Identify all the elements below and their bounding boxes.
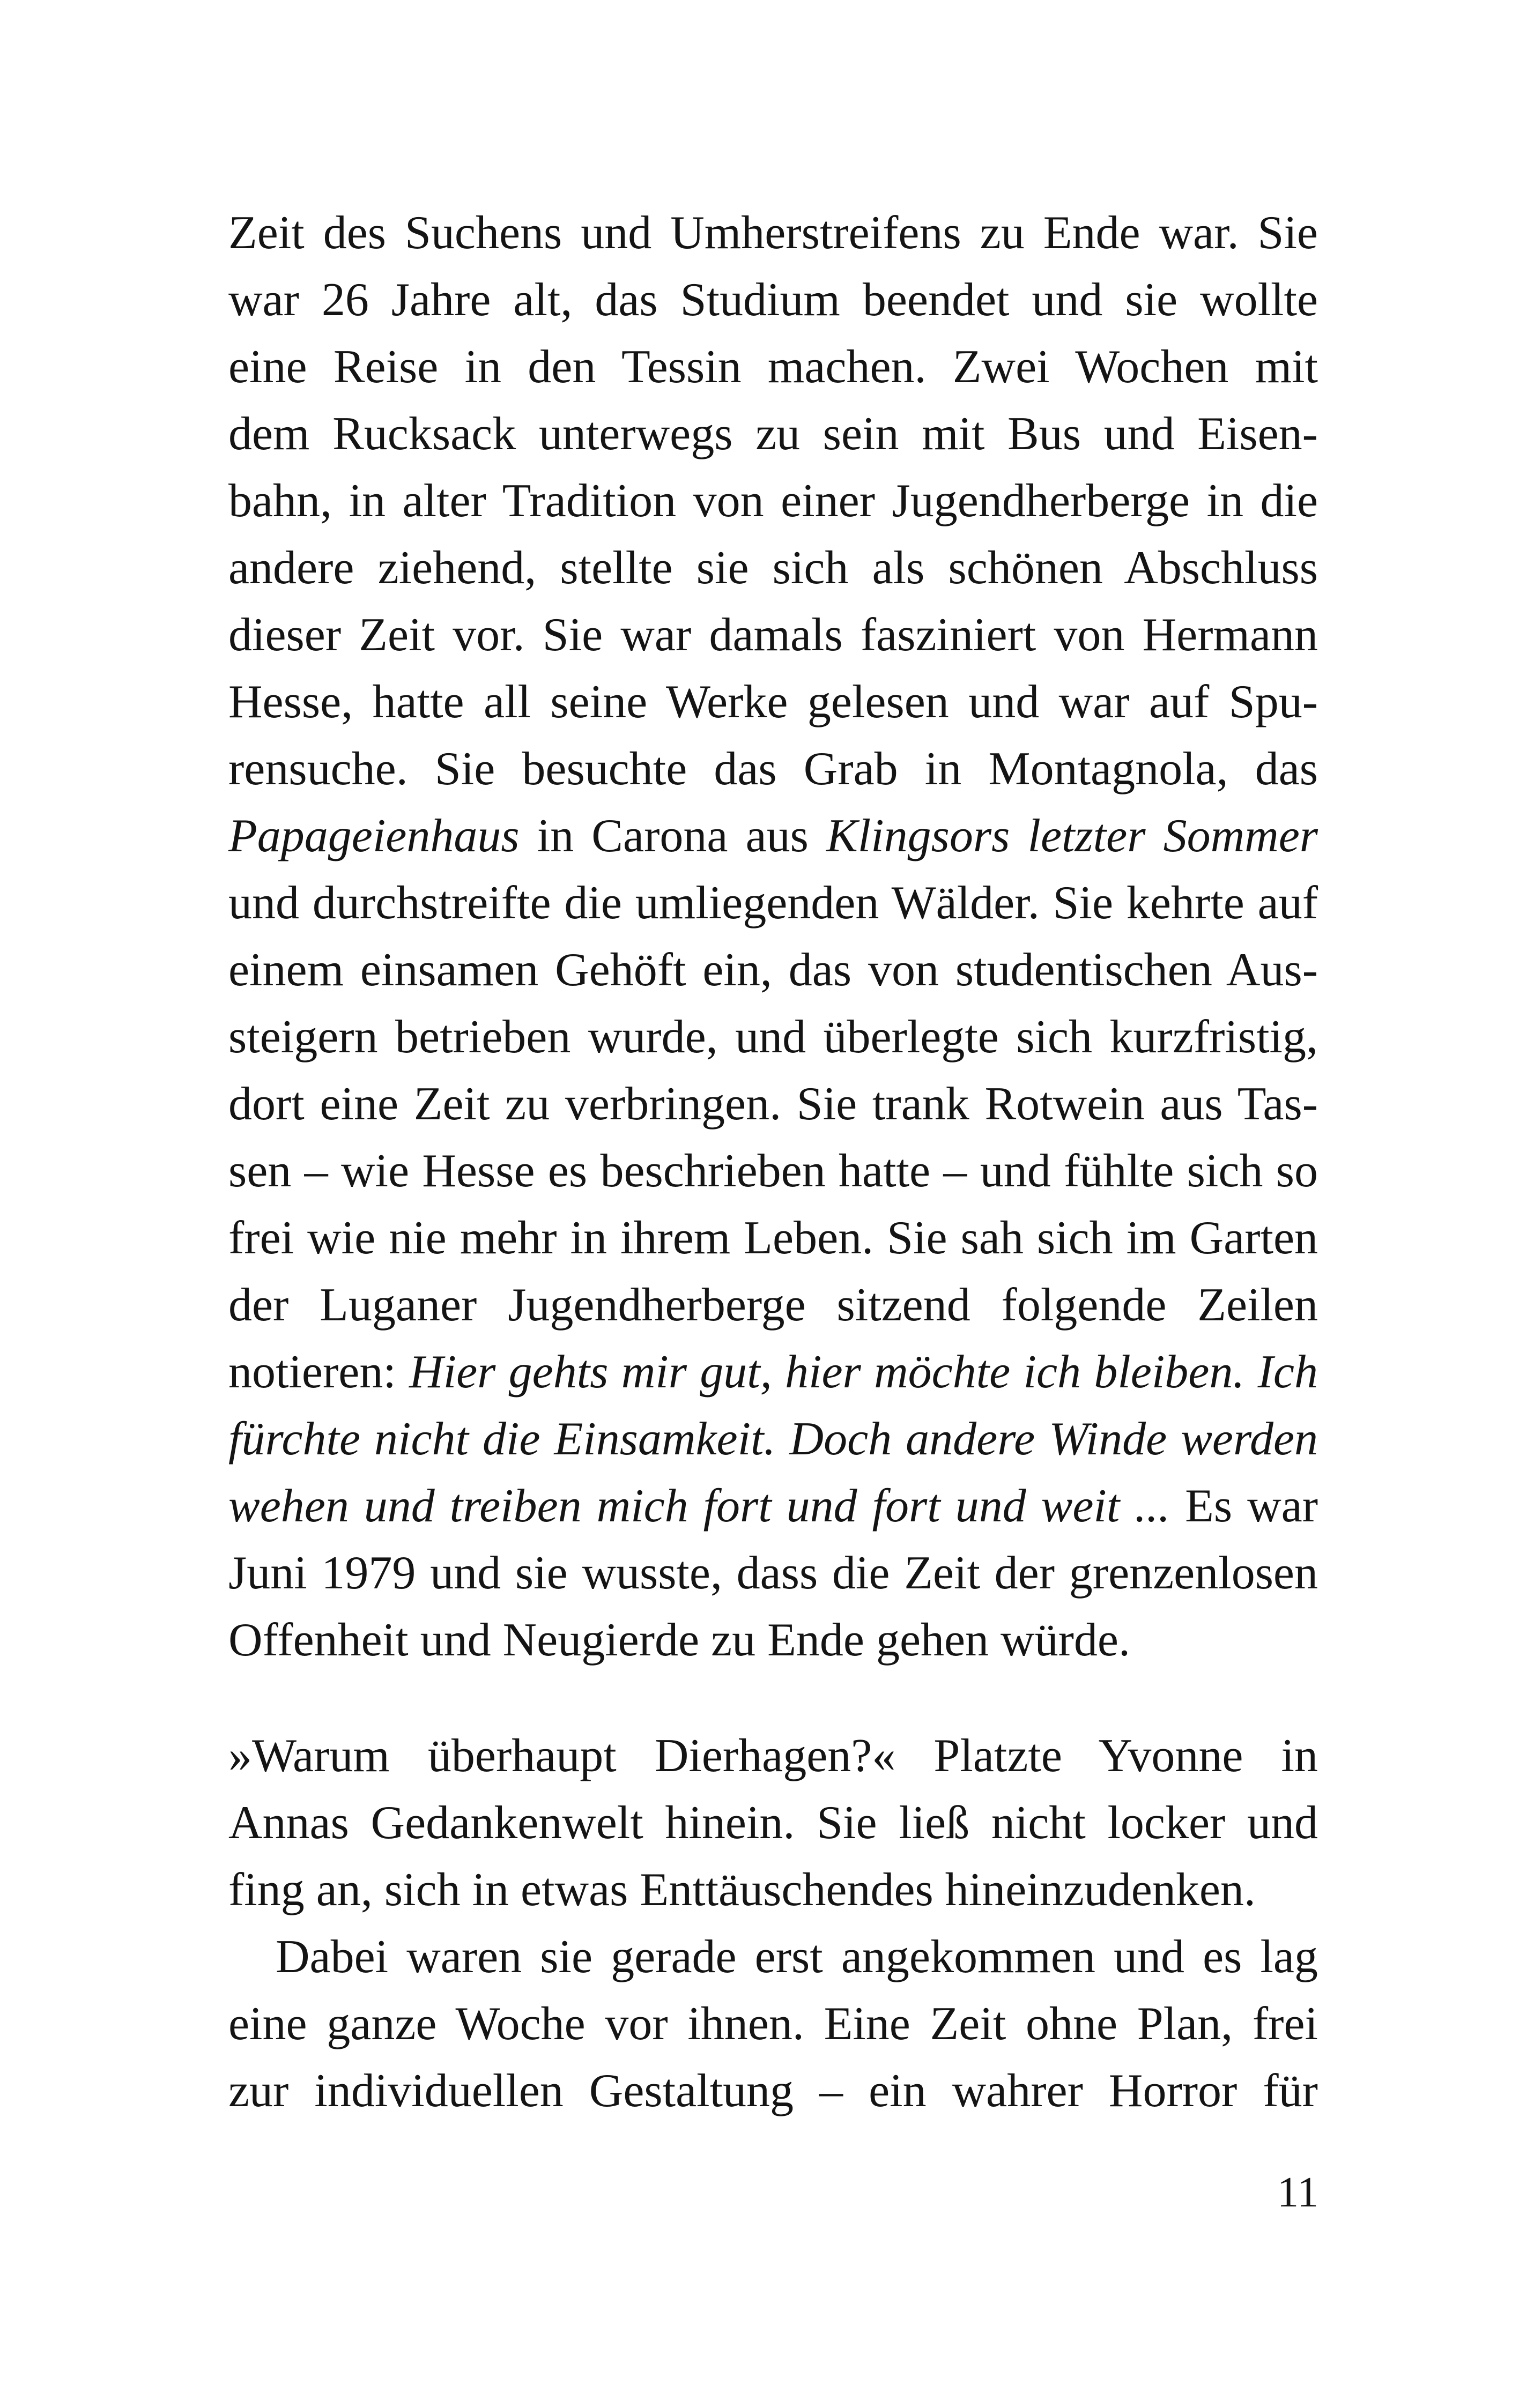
text-line: dort eine Zeit zu verbringen. Sie trank Rotwein aus Tas- [228,1078,1318,1130]
text-line: Juni 1979 und sie wusste, dass die Zeit der grenzenlosen [228,1547,1318,1599]
quote-italic-line: fürchte nicht die Einsamkeit. Doch andere Winde werden [228,1413,1318,1465]
text-line: sen – wie Hesse es beschrieben hatte – und fühlte sich so [228,1145,1318,1197]
text-line: Annas Gedankenwelt hinein. Sie ließ nicht locker und [228,1797,1318,1849]
quote-italic: Hier gehts mir gut, hier möchte ich bleiben. Ich [409,1346,1318,1398]
book-title-italic: Klingsors letzter Sommer [826,810,1318,862]
paragraph-1 [228,199,1318,1674]
text-line-last: fing an, sich in etwas Enttäuschendes hineinzudenken. [228,1864,1256,1916]
text-line: der Luganer Jugendherberge sitzend folgende Zeilen [228,1279,1318,1331]
paragraph-2 [228,1722,1318,1923]
text-line: zur individuellen Gestaltung – ein wahrer Horror für [228,2065,1318,2117]
text-line-mixed [228,1339,1318,1406]
text-line: Dabei waren sie gerade erst angekommen und es lag [276,1931,1318,1983]
text-line: eine Reise in den Tessin machen. Zwei Wochen mit [228,341,1318,393]
text-line: einem einsamen Gehöft ein, das von studentischen Aus- [228,944,1318,996]
text-line: war 26 Jahre alt, das Studium beendet und sie wollte [228,274,1318,326]
quote-italic: wehen und treiben mich fort und fort und weit ... [228,1480,1170,1532]
text-fragment: in Carona aus [519,810,827,862]
book-title-italic: Papageienhaus [228,810,520,862]
text-line: dem Rucksack unterwegs zu sein mit Bus und Eisen- [228,408,1318,460]
paragraph-3 [228,1923,1318,2124]
text-fragment: Es war [1170,1480,1318,1532]
text-line: Hesse, hatte all seine Werke gelesen und war auf Spu- [228,676,1318,728]
text-line: Zeit des Suchens und Umherstreifens zu Ende war. Sie [228,207,1318,259]
text-line: »Warum überhaupt Dierhagen?« Platzte Yvonne in [228,1730,1318,1782]
text-line: bahn, in alter Tradition von einer Jugendherberge in die [228,475,1318,527]
text-line: dieser Zeit vor. Sie war damals fasziniert von Hermann [228,609,1318,661]
page-number: 11 [1277,2169,1318,2216]
text-line: und durchstreifte die umliegenden Wälder. Sie kehrte auf [228,877,1318,929]
text-line-mixed [228,802,1318,869]
text-line: frei wie nie mehr in ihrem Leben. Sie sah sich im Garten [228,1212,1318,1264]
text-line-last: Offenheit und Neugierde zu Ende gehen würde. [228,1614,1130,1666]
text-line-mixed [228,1473,1318,1540]
text-line: rensuche. Sie besuchte das Grab in Montagnola, das [228,743,1318,795]
text-line: andere ziehend, stellte sie sich als schönen Abschluss [228,542,1318,594]
text-line: steigern betrieben wurde, und überlegte sich kurzfristig, [228,1011,1318,1063]
text-fragment: notieren: [228,1346,410,1398]
text-line: eine ganze Woche vor ihnen. Eine Zeit ohne Plan, frei [228,1998,1318,2050]
